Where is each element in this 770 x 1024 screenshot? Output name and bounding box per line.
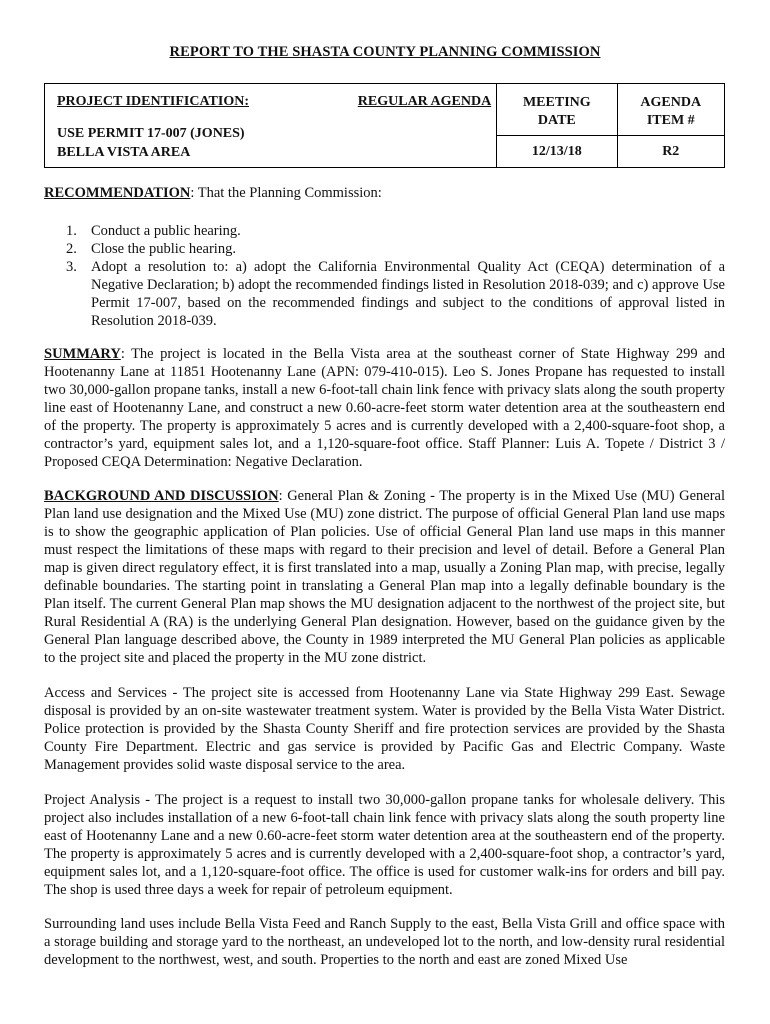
recommendation-paragraph [44, 184, 725, 202]
background-text: : General Plan & Zoning - The property is in the Mixed Use (MU) General Plan land use designation and the Mixed Use (MU) zone district. The purpose of official General Plan land use maps is to show the geographic application of Plan policies. Use of official General Plan land use maps in this manner must respect the limitations of these maps with regard to their precision and level of detail. Before a General Plan map is given direct regulatory effect, it is first translated into a map, usually a Zoning Plan map, with precise, legally definable boundaries. The starting point in translating a General Plan map into a legally definable boundary is the Plan itself. The current General Plan map shows the MU designation adjacent to the northwest of the project site, but Rural Residential A (RA) is the underlying General Plan designation. However, based on the guidance given by the General Plan language described above, the County in 1989 interpreted the MU General Plan policies as applicable to the project site and placed the property in the MU zone district. [44, 488, 725, 666]
project-identification-cell [45, 84, 492, 168]
agenda-item-label-2: ITEM # [646, 113, 695, 128]
project-name: USE PERMIT 17-007 (JONES) [57, 126, 245, 141]
regular-agenda-label: REGULAR AGENDA [357, 94, 492, 109]
meeting-date-cell [497, 84, 617, 168]
summary-heading: SUMMARY [44, 346, 121, 362]
project-analysis-paragraph: Project Analysis - The project is a request to install two 30,000-gallon propane tanks for wholesale delivery. This project also includes installation of a new 6-foot-tall chain link fence with privacy slats along the south property line east of Hootenanny Lane and a new 0.60-acre-feet storm water detention area at the southeastern end of the property. The property is approximately 5 acres and is currently developed with a 2,400-square-foot shop, a contractor’s yard, equipment sales lot, and a 1,120-square-foot office. The office is used for customer walk-ins for orders and bill pay. The shop is used three days a week for repair of petroleum equipment. [44, 792, 725, 898]
summary-text: : The project is located in the Bella Vista area at the southeast corner of State Highway 299 and Hootenanny Lane at 11851 Hootenanny Lane (APN: 079-410-015). Leo S. Jones Propane has requested to install two 30,000-gallon propane tanks, install a new 6-foot-tall chain link fence with privacy slats along the south property line east of Hootenanny Lane, and construct a new 0.60-acre-feet storm water detention area at the southeastern end of the property. The property is approximately 5 acres and is currently developed with a 2,400-square-foot shop, a contractor’s yard, equipment sales lot, and a 1,120-square-foot office. Staff Planner: Luis A. Topete / District 3 / Proposed CEQA Determination: Negative Declaration. [44, 346, 725, 470]
report-title: REPORT TO THE SHASTA COUNTY PLANNING COMMISSION [169, 44, 601, 60]
meeting-date-label-1: MEETING [522, 95, 591, 110]
meeting-date-label-2: DATE [537, 113, 576, 128]
list-item: 1. Conduct a public hearing. [66, 223, 241, 239]
agenda-item-cell [617, 84, 724, 168]
background-heading: BACKGROUND AND DISCUSSION [44, 488, 279, 504]
recommendation-intro: : That the Planning Commission: [190, 185, 382, 201]
project-identification-table [44, 83, 725, 168]
project-area: BELLA VISTA AREA [57, 145, 191, 160]
meeting-date-value: 12/13/18 [497, 135, 616, 167]
background-paragraph [44, 487, 725, 667]
project-identification-label: PROJECT IDENTIFICATION: [57, 94, 250, 109]
list-item: 3. Adopt a resolution to: a) adopt the California Environmental Quality Act (CEQA) determination of a Negative Declaration; b) adopt the recommended findings listed in Resolution 2018-039; and c) approve Use Permit 17-007, based on the recommended findings and subject to the conditions of approval listed in Resolution 2018-039. [66, 259, 725, 329]
recommendation-list [44, 222, 725, 330]
summary-paragraph [44, 345, 725, 471]
agenda-item-value: R2 [618, 135, 724, 167]
access-services-paragraph: Access and Services - The project site is accessed from Hootenanny Lane via State Highway 299 East. Sewage disposal is provided by an on-site wastewater treatment system. Water is provided by the Bella Vista Water District. Police protection is provided by the Shasta County Sheriff and fire protection services are provided by the Shasta County Fire Department. Electric and gas service is provided by Pacific Gas and Electric Company. Waste Management provides solid waste disposal service to the area. [44, 685, 725, 773]
recommendation-heading: RECOMMENDATION [44, 185, 191, 201]
agenda-item-label-1: AGENDA [640, 95, 702, 110]
list-item: 2. Close the public hearing. [66, 241, 236, 257]
surrounding-land-paragraph: Surrounding land uses include Bella Vista Feed and Ranch Supply to the east, Bella Vista Grill and office space with a storage building and storage yard to the northeast, an undeveloped lot to the north, and low-density rural residential development to the northwest, west, and south. Properties to the north and east are zoned Mixed Use [44, 916, 725, 968]
